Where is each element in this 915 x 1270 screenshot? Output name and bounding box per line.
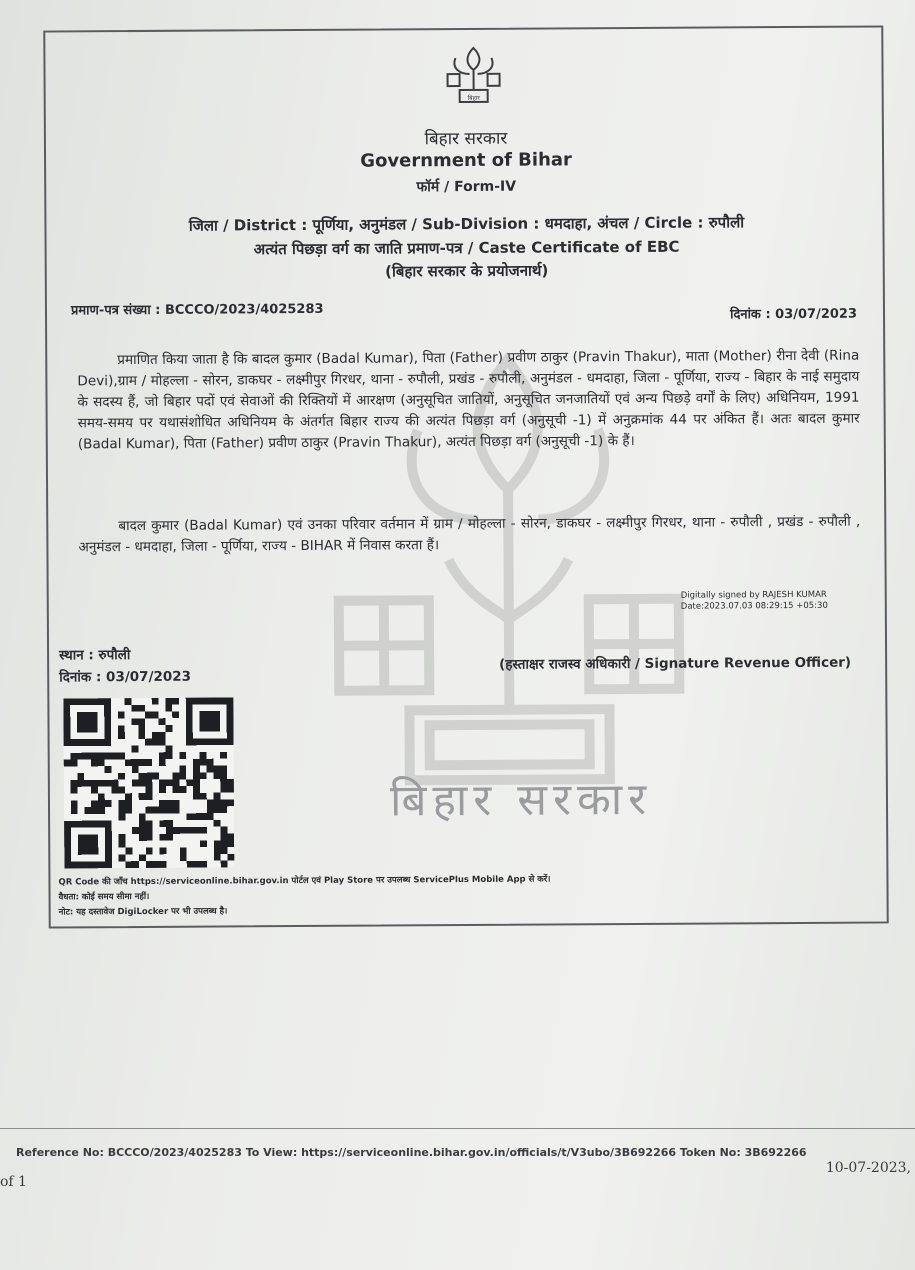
place: स्थान : रुपौली — [59, 647, 131, 664]
qr-note-validity: वैधता: कोई समय सीमा नहीं। — [58, 891, 150, 903]
certificate-paragraph-1: प्रमाणित किया जाता है कि बादल कुमार (Badal Kumar), पिता (Father) प्रवीण ठाकुर (Pravin Thakur), माता (Mother) रीना देवी (Rina Devi),ग्राम / मोहल्ला - सोरन, डाकघर - लक्ष्मीपुर गिरधर, थाना - रुपौली, प्रखंड - रुपौली, अनुमंडल - धमदाहा, जिला - पूर्णिया, राज्य - बिहार के नाई समुदाय के सदस्य हैं, जो बिहार पदों एवं सेवाओं की रिक्तियों में आरक्षण (अनुसूचित जातियों, अनुसूचित जनजातियों एवं अन्य पिछड़े वर्गों के लिए) अधिनियम, 1991 समय-समय पर यथासंशोधित अधिनियम के अंतर्गत बिहार राज्य की अत्यंत पिछड़ा वर्ग (अनुसूची -1) में अनुक्रमांक 44 पर अंकित हैं। अतः बादल कुमार (Badal Kumar), पिता (Father) प्रवीण ठाकुर (Pravin Thakur), अत्यंत पिछड़ा वर्ग (अनुसूची -1) के हैं। — [77, 347, 860, 453]
certificate-purpose: (बिहार सरकार के प्रयोजनार्थ) — [385, 261, 549, 281]
header-english-title: Government of Bihar — [360, 149, 572, 172]
qr-note-verify: QR Code की जाँच https://serviceonline.bihar.gov.in पोर्टल एवं Play Store पर उपलब्ध ServicePlus Mobile App से करें। — [58, 874, 551, 888]
emblem-label: बिहार — [467, 94, 480, 102]
form-number: फॉर्म / Form-IV — [416, 178, 517, 196]
qr-notes — [58, 872, 550, 920]
place-date: दिनांक : 03/07/2023 — [59, 668, 192, 686]
footer-reference: Reference No: BCCCO/2023/4025283 To View: https://serviceonline.bihar.gov.in/officials/t/V3ubo/3B692266 Token No: 3B692266 — [16, 1146, 807, 1159]
bihar-emblem-logo — [441, 44, 505, 108]
watermark-text: बिहार सरकार — [389, 773, 653, 827]
certificate-paragraph-2: बादल कुमार (Badal Kumar) एवं उनका परिवार वर्तमान में ग्राम / मोहल्ला - सोरन, डाकघर - लक्ष्मीपुर गिरधर, थाना - रुपौली , प्रखंड - रुपौली , अनुमंडल - धमदाहा, जिला - पूर्णिया, राज्य - BIHAR में निवास करता हैं। — [78, 513, 861, 556]
certificate-number: प्रमाण-पत्र संख्या : BCCCO/2023/4025283 — [70, 301, 324, 319]
digital-signature-date: Date:2023.07.03 08:29:15 +05:30 — [680, 600, 828, 612]
place-block — [59, 644, 191, 689]
qr-note-digilocker: नोट: यह दस्तावेज DigiLocker पर भी उपलब्ध है। — [58, 906, 228, 918]
certificate-frame — [43, 25, 888, 928]
footer-page: of 1 — [0, 1174, 27, 1190]
issue-date: दिनांक : 03/07/2023 — [730, 306, 858, 323]
footer-divider — [0, 1128, 915, 1129]
signature-label: (हस्ताक्षर राजस्व अधिकारी / Signature Revenue Officer) — [499, 654, 852, 673]
header-hindi-title: बिहार सरकार — [424, 128, 508, 150]
digital-signature-signer: Digitally signed by RAJESH KUMAR — [680, 589, 827, 601]
digital-signature — [681, 590, 828, 613]
district-line: जिला / District : पूर्णिया, अनुमंडल / Sub-Division : धमदाहा, अंचल / Circle : रुपौली — [188, 213, 745, 235]
footer-date: 10-07-2023, — [825, 1160, 911, 1176]
certificate-title: अत्यंत पिछड़ा वर्ग का जाति प्रमाण-पत्र / Caste Certificate of EBC — [253, 237, 680, 259]
qr-code — [63, 697, 234, 868]
